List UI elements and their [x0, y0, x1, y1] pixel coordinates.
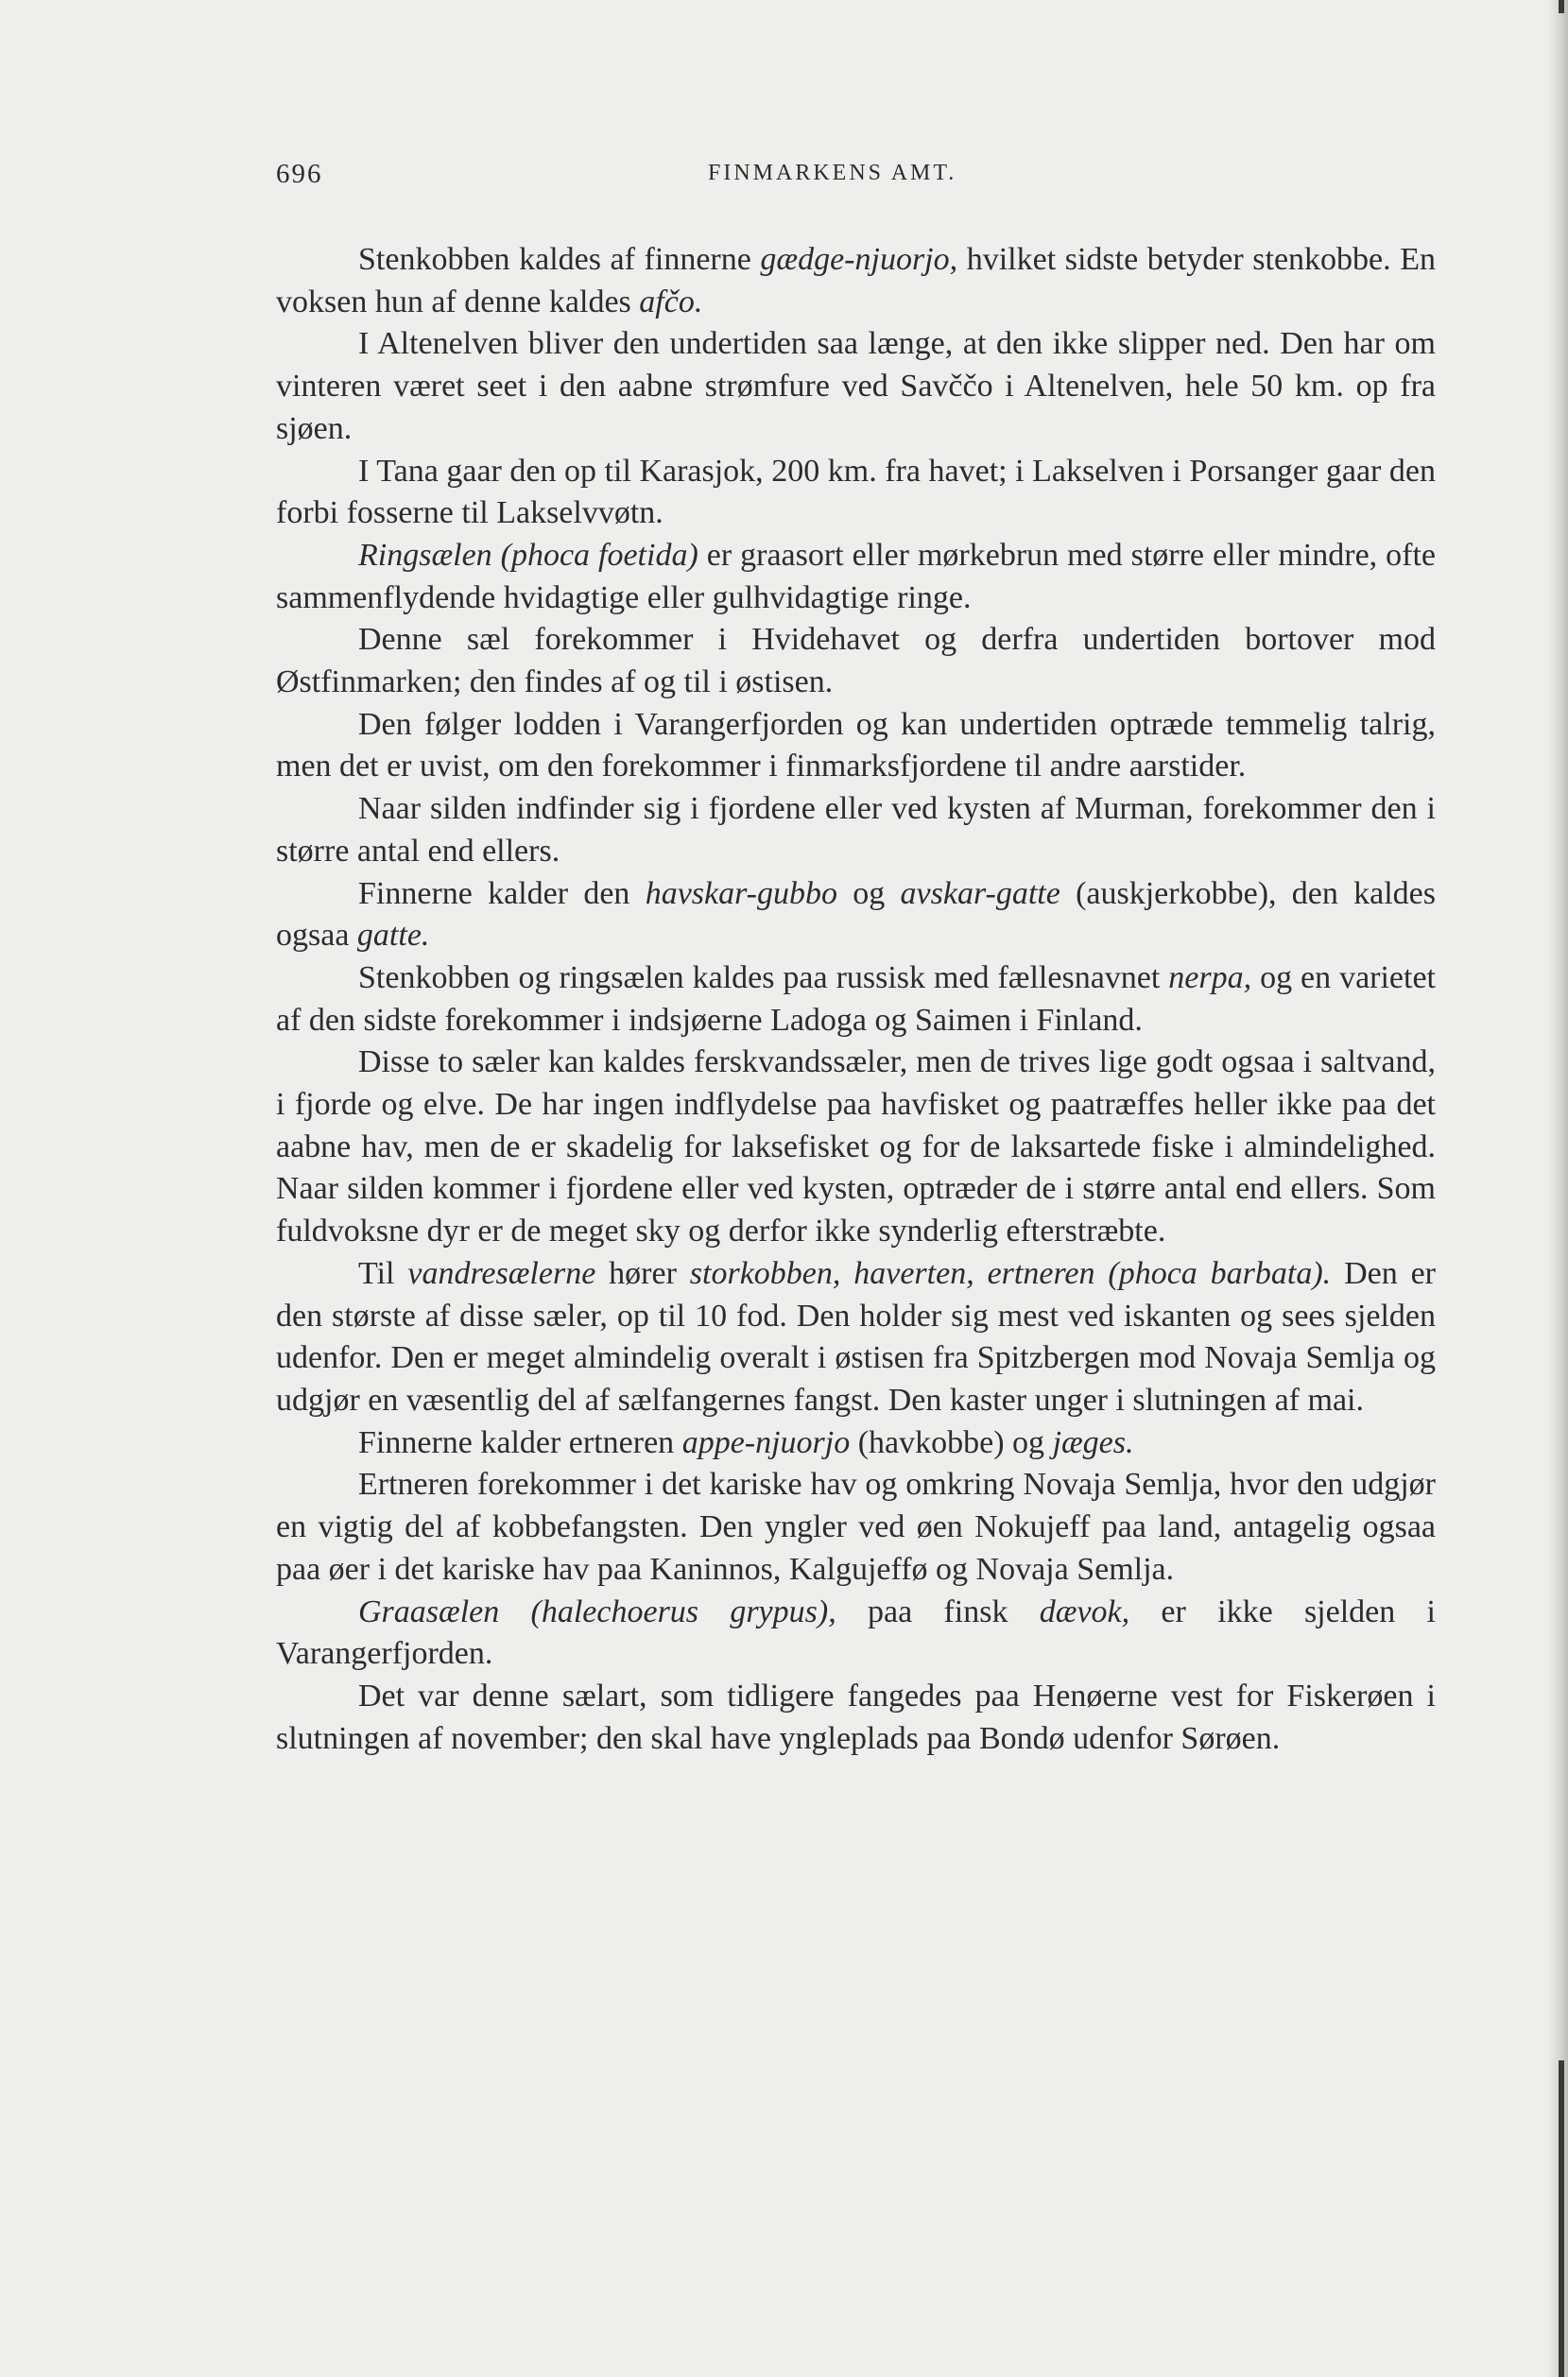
italic-term: gatte. — [356, 918, 430, 954]
italic-term: havskar-gubbo — [645, 875, 837, 911]
paragraph — [276, 873, 1436, 957]
body-text — [276, 239, 1436, 1760]
text-run: (auskjerkobbe), den kaldes ogsaa — [276, 875, 1436, 954]
text-run: I Altenelven bliver den undertiden saa længe, at den ikke slipper ned. Den har om vinteren været seet i den aabne strømfure ved Savččo i Altenelven, hele 50 km. op fra sjøen. — [276, 326, 1436, 446]
text-run: er graasort eller mørkebrun med større eller mindre, ofte sammenflydende hvidagtige eller gulhvidagtige ringe. — [276, 537, 1436, 615]
page-header — [276, 159, 1429, 197]
text-run: Det var denne sælart, som tidligere fangedes paa Henøerne vest for Fiskerøen i slutningen af november; den skal have yngleplads paa Bondø udenfor Sørøen. — [276, 1678, 1436, 1756]
paragraph — [276, 957, 1436, 1042]
paragraph — [276, 1676, 1436, 1760]
paragraph — [276, 619, 1436, 703]
text-run: Stenkobben og ringsælen kaldes paa russisk med fællesnavnet — [358, 959, 1169, 995]
paragraph — [276, 1042, 1436, 1253]
text-run: og en varietet af den sidste forekommer i indsjøerne Ladoga og Saimen i Finland. — [276, 959, 1436, 1038]
text-run: Til — [358, 1255, 408, 1291]
text-run: I Tana gaar den op til Karasjok, 200 km. fra havet; i Lakselven i Porsanger gaar den forbi fosserne til Lakselvvøtn. — [276, 453, 1436, 531]
paragraph — [276, 1422, 1436, 1465]
page-number: 696 — [276, 159, 323, 189]
text-run: hører — [595, 1255, 690, 1291]
text-run: Stenkobben kaldes af finnerne — [358, 242, 761, 277]
text-run: og — [837, 875, 901, 911]
text-run: (havkobbe) og — [850, 1424, 1053, 1460]
text-run: Den er den største af disse sæler, op til 10 fod. Den holder sig mest ved iskanten og sees sjelden udenfor. Den er meget almindelig overalt i østisen fra Spitzbergen mod Novaja Semlja og udgjør en væsentlig del af sælfangernes fangst. Den kaster unger i slutningen af mai. — [276, 1255, 1437, 1418]
paragraph — [276, 1464, 1436, 1591]
paragraph — [276, 535, 1436, 619]
paragraph — [276, 788, 1436, 872]
italic-term: avskar-gatte — [900, 875, 1060, 911]
italic-term: afčo. — [639, 284, 703, 319]
text-run: Disse to sæler kan kaldes ferskvandssæler, men de trives lige godt ogsaa i saltvand, i fjorde og elve. De har ingen indflydelse paa havfisket og paatræffes heller ikke paa det aabne hav, men de er skadelig for laksefisket og for de laksartede fiske i almindelighed. Naar silden kommer i fjordene eller ved kysten, optræder de i større antal end ellers. Som fuldvoksne dyr er de meget sky og derfor ikke synderlig efterstræbte. — [276, 1044, 1436, 1249]
page-edge-shadow — [1547, 0, 1568, 2377]
paragraph — [276, 1253, 1436, 1422]
running-head: FINMARKENS AMT. — [708, 161, 957, 185]
text-run: Ertneren forekommer i det kariske hav og omkring Novaja Semlja, hvor den udgjør en vigtig del af kobbefangsten. Den yngler ved øen Nokujeff paa land, antagelig ogsaa paa øer i det kariske hav paa Kaninnos, Kalgujeffø og Novaja Semlja. — [276, 1467, 1436, 1587]
paragraph — [276, 704, 1436, 788]
text-run: paa finsk — [836, 1593, 1040, 1629]
paragraph — [276, 323, 1436, 450]
text-run: er ikke sjelden i Varangerfjorden. — [276, 1593, 1436, 1672]
scan-edge-mark — [1559, 2060, 1564, 2377]
italic-term: Ringsælen (phoca foetida) — [358, 537, 698, 573]
text-run: Finnerne kalder ertneren — [358, 1424, 682, 1460]
italic-term: nerpa, — [1168, 959, 1252, 995]
italic-term: storkobben, haverten, ertneren (phoca barbata). — [689, 1255, 1332, 1291]
text-run: Naar silden indfinder sig i fjordene eller ved kysten af Murman, forekommer den i større antal end ellers. — [276, 791, 1436, 869]
italic-term: Graasælen (halechoerus grypus), — [358, 1593, 836, 1629]
paragraph — [276, 239, 1436, 323]
text-run: Denne sæl forekommer i Hvidehavet og derfra undertiden bortover mod Østfinmarken; den findes af og til i østisen. — [276, 622, 1436, 700]
italic-term: dævok, — [1039, 1593, 1130, 1629]
paragraph — [276, 451, 1436, 535]
text-run: hvilket sidste betyder stenkobbe. En voksen hun af denne kaldes — [276, 242, 1436, 319]
italic-term: gædge-njuorjo, — [760, 242, 958, 277]
text-run: Finnerne kalder den — [358, 875, 646, 911]
text-run: Den følger lodden i Varangerfjorden og kan undertiden optræde temmelig talrig, men det er uvist, om den forekommer i finmarksfjordene til andre aarstider. — [276, 706, 1436, 784]
italic-term: vandresælerne — [407, 1255, 596, 1291]
italic-term: jæges. — [1052, 1424, 1134, 1460]
paragraph — [276, 1592, 1436, 1676]
italic-term: appe-njuorjo — [681, 1424, 851, 1460]
scan-edge-mark — [1559, 0, 1564, 13]
